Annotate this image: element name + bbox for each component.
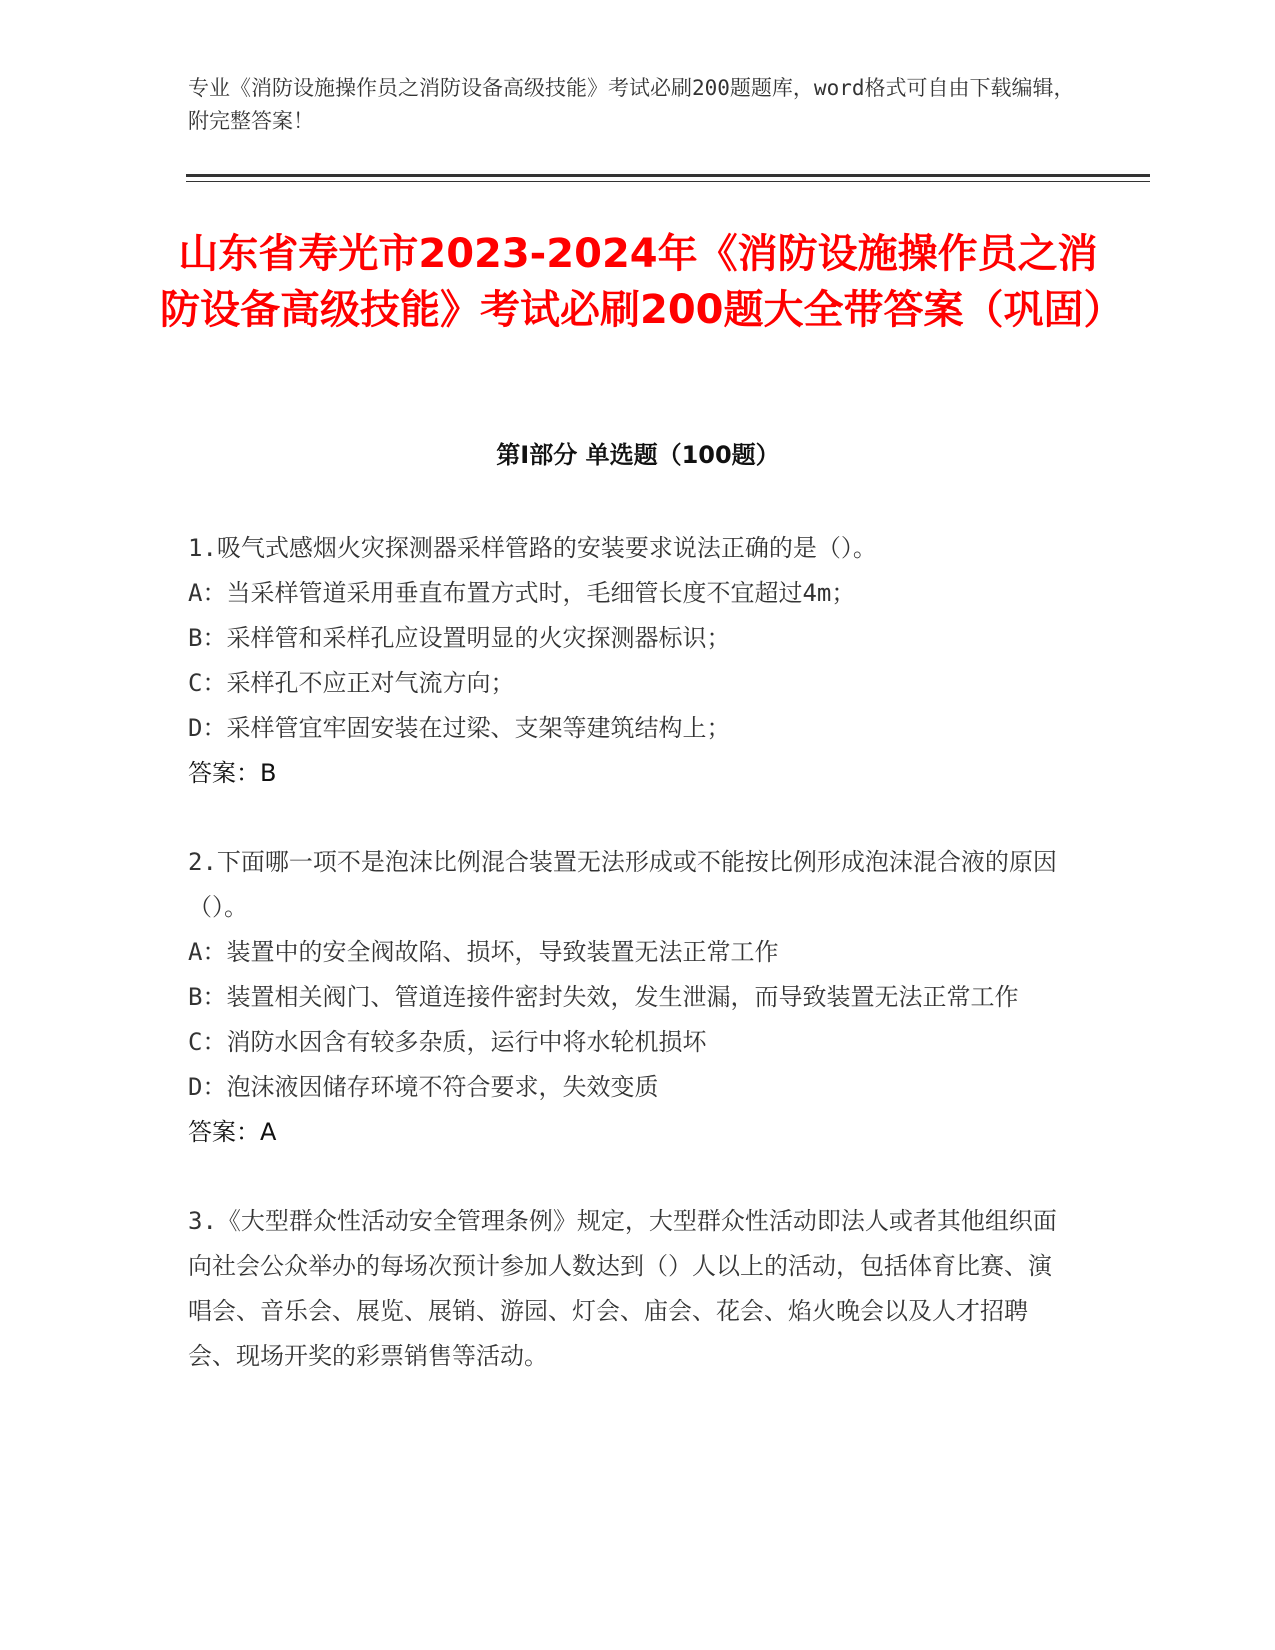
option-a: A：装置中的安全阀故陷、损坏，导致装置无法正常工作	[188, 938, 779, 966]
question-answer: 答案：A	[188, 1118, 277, 1146]
header-note: 专业《消防设施操作员之消防设备高级技能》考试必刷200题题库，word格式可自由下载编辑，附完整答案！	[188, 76, 1075, 133]
option-b: B：采样管和采样孔应设置明显的火灾探测器标识；	[188, 624, 731, 652]
header-rule-thick	[186, 174, 1150, 177]
question-stem: 2.下面哪一项不是泡沫比例混合装置无法形成或不能按比例形成泡沫混合液的原因（）。	[188, 848, 1057, 921]
question-stem: 3.《大型群众性活动安全管理条例》规定，大型群众性活动即法人或者其他组织面向社会公众举办的每场次预计参加人数达到（）人以上的活动，包括体育比赛、演唱会、音乐会、展览、展销、游园、灯会、庙会、花会、焰火晚会以及人才招聘会、现场开奖的彩票销售等活动。	[188, 1207, 1057, 1370]
question-answer: 答案：B	[188, 759, 277, 787]
option-c: C：采样孔不应正对气流方向；	[188, 669, 515, 697]
option-d: D：泡沫液因储存环境不符合要求，失效变质	[188, 1073, 659, 1101]
header-rule-thin	[186, 181, 1150, 182]
option-c: C：消防水因含有较多杂质，运行中将水轮机损坏	[188, 1028, 707, 1056]
document-title: 山东省寿光市2023-2024年《消防设施操作员之消防设备高级技能》考试必刷200题大全带答案（巩固）	[160, 231, 1124, 333]
question-3	[188, 1199, 1068, 1379]
option-b: B：装置相关阀门、管道连接件密封失效，发生泄漏，而导致装置无法正常工作	[188, 983, 1019, 1011]
question-2	[188, 840, 1068, 1155]
question-1	[188, 526, 1068, 796]
question-list	[188, 526, 1068, 1423]
section-title: 第Ⅰ部分 单选题（100题）	[496, 441, 780, 469]
option-a: A：当采样管道采用垂直布置方式时，毛细管长度不宜超过4m；	[188, 579, 856, 607]
question-stem: 1.吸气式感烟火灾探测器采样管路的安装要求说法正确的是（）。	[188, 534, 877, 562]
option-d: D：采样管宜牢固安装在过梁、支架等建筑结构上；	[188, 714, 731, 742]
